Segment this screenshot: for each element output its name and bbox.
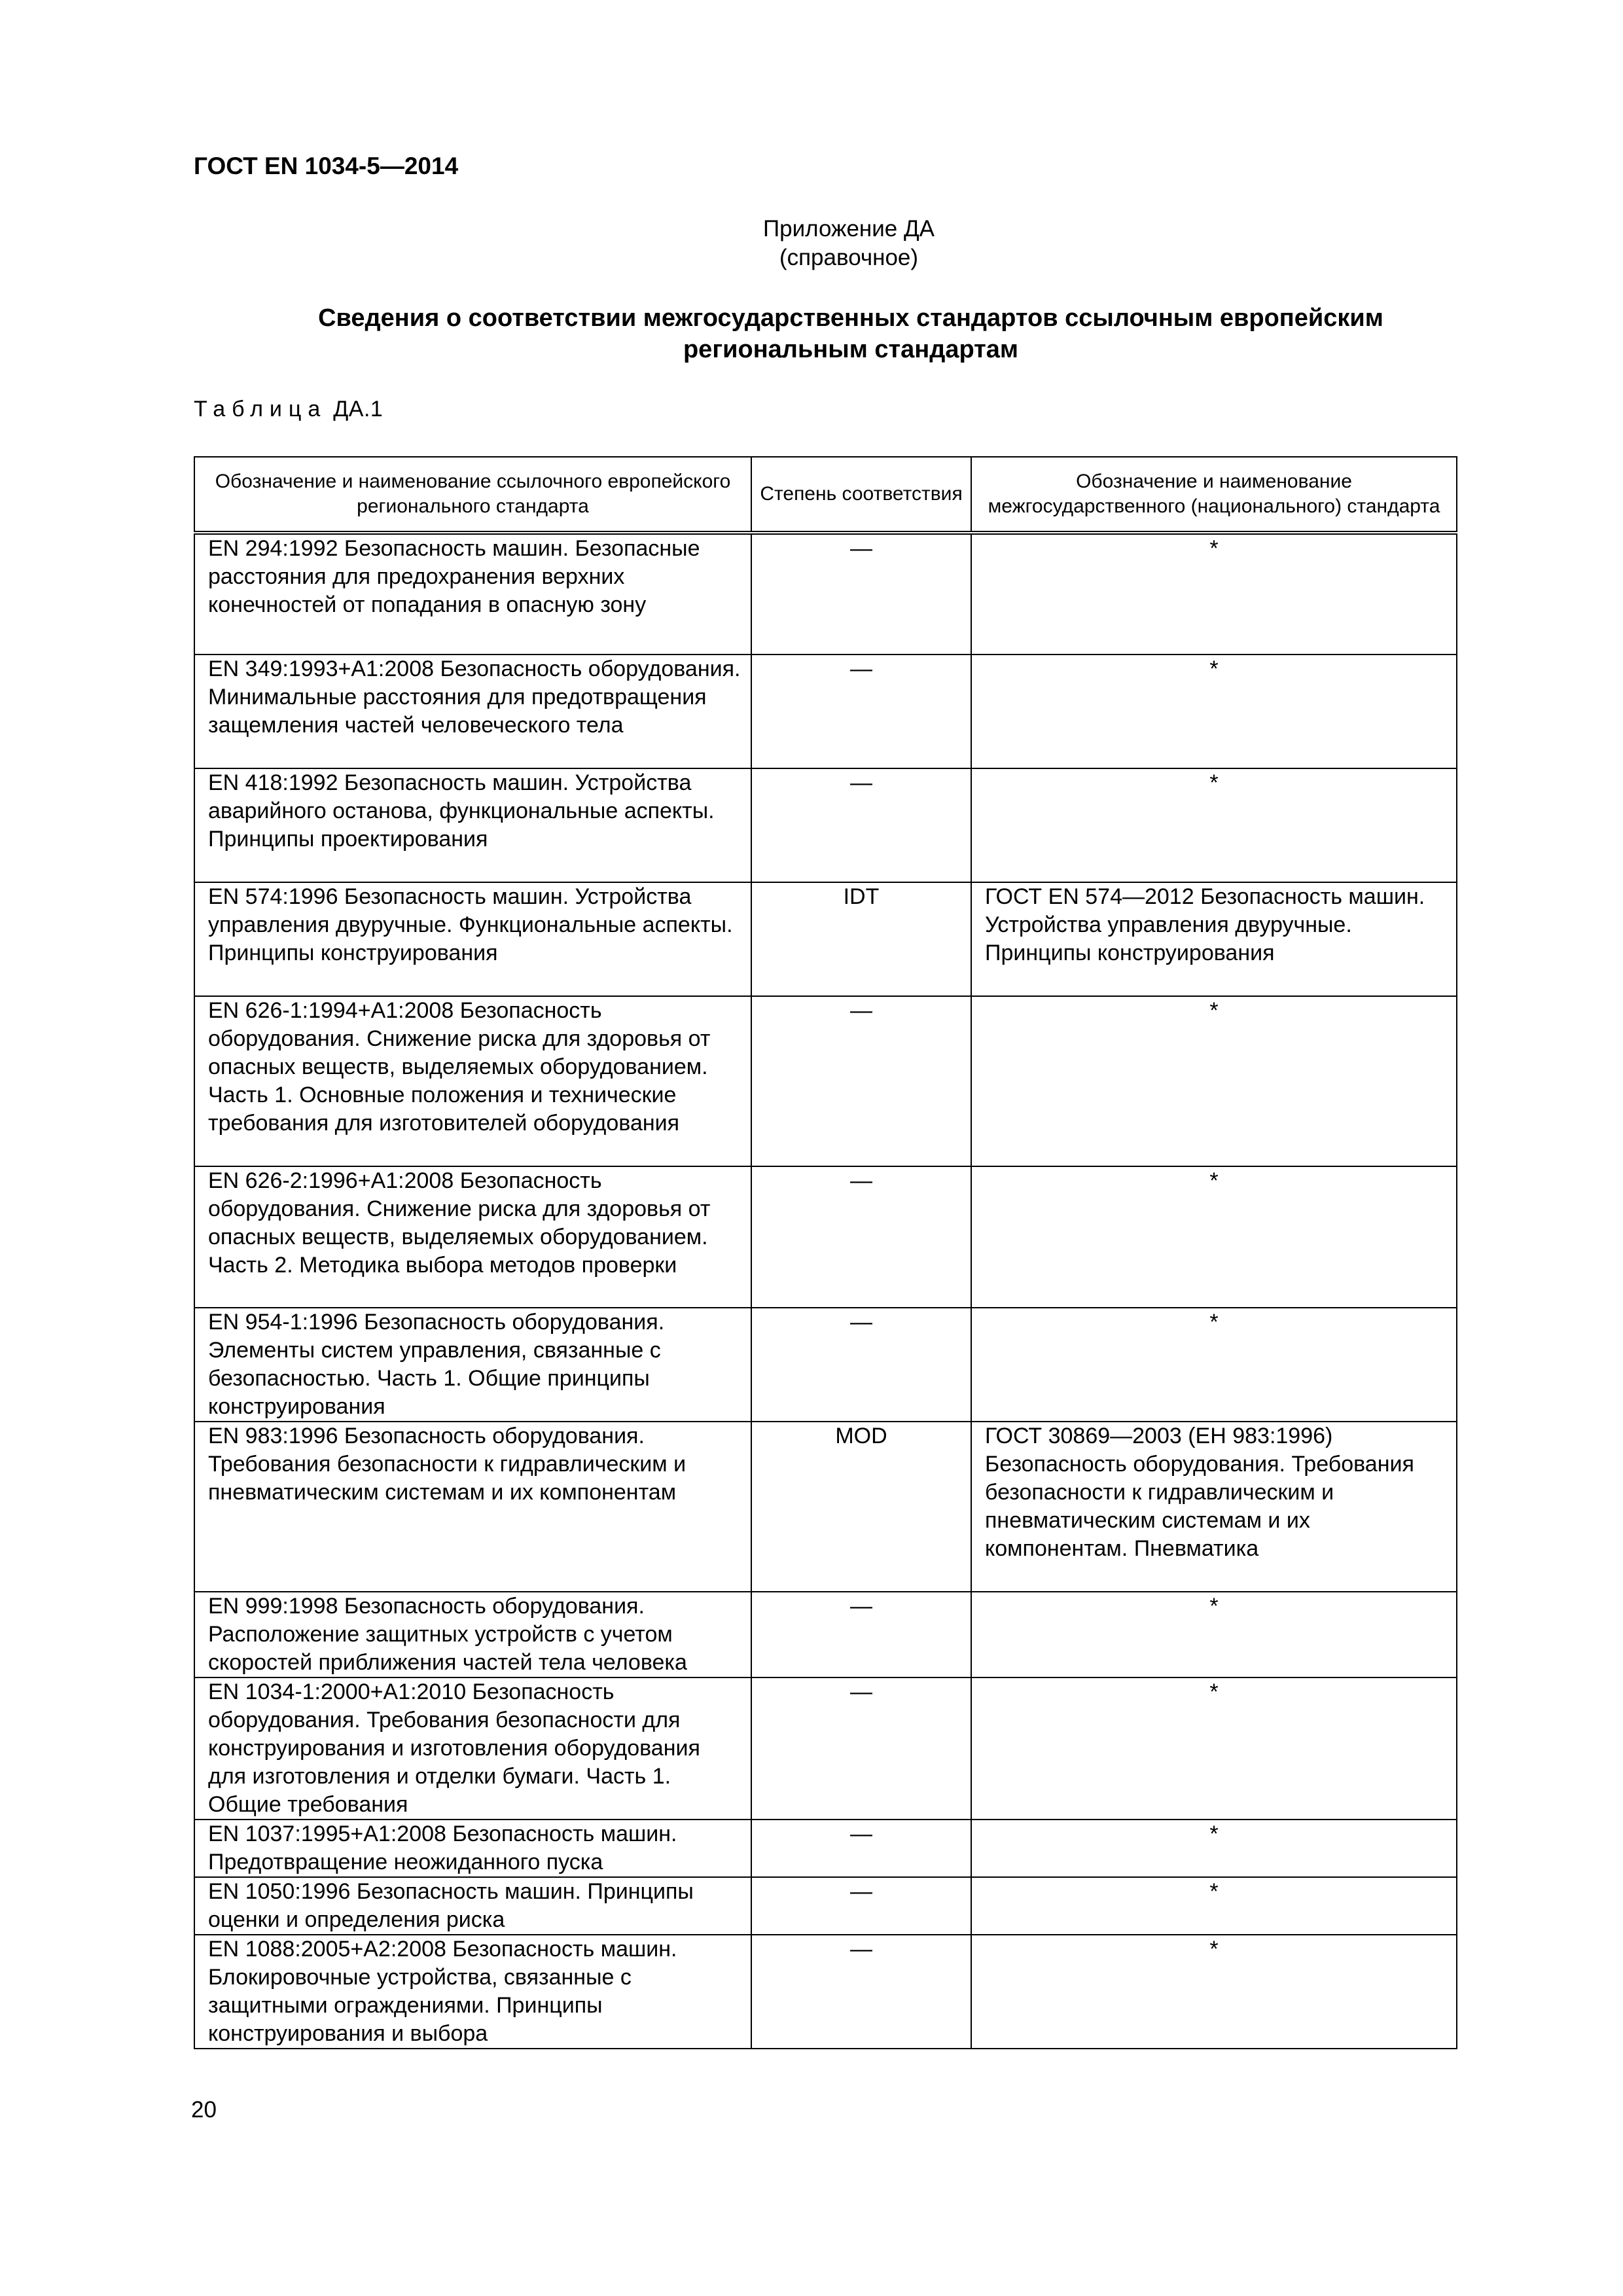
cell-european-standard: EN 983:1996 Безопасность оборудования. Требования безопасности к гидравлическим и пневматическим системам и их компонентам [194, 1422, 751, 1592]
table-row [194, 996, 1457, 1166]
cell-degree: — [751, 1592, 971, 1677]
table-row [194, 1422, 1457, 1592]
cell-national-standard: * [971, 1877, 1457, 1935]
header-national-standard: Обозначение и наименование межгосударственного (национального) стандарта [971, 457, 1457, 533]
document-code: ГОСТ EN 1034-5—2014 [194, 152, 459, 179]
cell-degree: — [751, 996, 971, 1166]
header-degree-of-correspondence: Степень соответствия [751, 457, 971, 533]
cell-national-standard: * [971, 1166, 1457, 1308]
appendix-title: Приложение ДА [762, 216, 935, 242]
table-row [194, 1166, 1457, 1308]
table-row [194, 1677, 1457, 1820]
table-row [194, 1877, 1457, 1935]
cell-degree: — [751, 1820, 971, 1877]
cell-national-standard: * [971, 1308, 1457, 1422]
cell-degree: — [751, 533, 971, 655]
cell-european-standard: EN 294:1992 Безопасность машин. Безопасные расстояния для предохранения верхних конечностей от попадания в опасную зону [194, 533, 751, 655]
cell-national-standard: * [971, 996, 1457, 1166]
cell-national-standard: ГОСТ EN 574—2012 Безопасность машин. Устройства управления двуручные. Принципы конструирования [971, 882, 1457, 996]
page-number: 20 [191, 2097, 217, 2123]
cell-european-standard: EN 1037:1995+A1:2008 Безопасность машин. Предотвращение неожиданного пуска [194, 1820, 751, 1877]
cell-european-standard: EN 1034-1:2000+A1:2010 Безопасность оборудования. Требования безопасности для конструирования и изготовления оборудования для изготовления и отделки бумаги. Часть 1. Общие требования [194, 1677, 751, 1820]
table-row [194, 1308, 1457, 1422]
table-header-row [194, 457, 1457, 533]
cell-national-standard: * [971, 768, 1457, 882]
standards-table [194, 456, 1457, 2049]
table-row [194, 533, 1457, 655]
table-caption-prefix: Таблица [194, 397, 327, 422]
cell-national-standard: * [971, 1592, 1457, 1677]
cell-degree: — [751, 768, 971, 882]
table-row [194, 768, 1457, 882]
section-heading [196, 302, 1505, 365]
cell-degree: — [751, 1877, 971, 1935]
table-row [194, 1592, 1457, 1677]
cell-degree: — [751, 1308, 971, 1422]
section-heading-line-1: Сведения о соответствии межгосударственных стандартов ссылочным европейским [318, 304, 1383, 332]
cell-european-standard: EN 954-1:1996 Безопасность оборудования. Элементы систем управления, связанные с безопасностью. Часть 1. Общие принципы конструирования [194, 1308, 751, 1422]
cell-national-standard: ГОСТ 30869—2003 (ЕН 983:1996) Безопасность оборудования. Требования безопасности к гидравлическим и пневматическим системам и их компонентам. Пневматика [971, 1422, 1457, 1592]
cell-degree: — [751, 655, 971, 768]
cell-european-standard: EN 999:1998 Безопасность оборудования. Расположение защитных устройств с учетом скоростей приближения частей тела человека [194, 1592, 751, 1677]
cell-european-standard: EN 626-2:1996+A1:2008 Безопасность оборудования. Снижение риска для здоровья от опасных веществ, выделяемых оборудованием. Часть 2. Методика выбора методов проверки [194, 1166, 751, 1308]
header-european-standard: Обозначение и наименование ссылочного европейского регионального стандарта [194, 457, 751, 533]
cell-european-standard: EN 626-1:1994+A1:2008 Безопасность оборудования. Снижение риска для здоровья от опасных веществ, выделяемых оборудованием. Часть 1. Основные положения и технические требования для изготовителей оборудования [194, 996, 751, 1166]
cell-national-standard: * [971, 1820, 1457, 1877]
cell-european-standard: EN 1088:2005+A2:2008 Безопасность машин. Блокировочные устройства, связанные с защитными ограждениями. Принципы конструирования и выбора [194, 1935, 751, 2049]
cell-european-standard: EN 349:1993+A1:2008 Безопасность оборудования. Минимальные расстояния для предотвращения защемления частей человеческого тела [194, 655, 751, 768]
table-row [194, 882, 1457, 996]
cell-european-standard: EN 418:1992 Безопасность машин. Устройства аварийного останова, функциональные аспекты. Принципы проектирования [194, 768, 751, 882]
table-row [194, 655, 1457, 768]
table-row [194, 1935, 1457, 2049]
cell-european-standard: EN 574:1996 Безопасность машин. Устройства управления двуручные. Функциональные аспекты. Принципы конструирования [194, 882, 751, 996]
cell-national-standard: * [971, 1677, 1457, 1820]
cell-national-standard: * [971, 655, 1457, 768]
cell-national-standard: * [971, 1935, 1457, 2049]
cell-degree: IDT [751, 882, 971, 996]
cell-national-standard: * [971, 533, 1457, 655]
cell-degree: MOD [751, 1422, 971, 1592]
cell-european-standard: EN 1050:1996 Безопасность машин. Принципы оценки и определения риска [194, 1877, 751, 1935]
cell-degree: — [751, 1677, 971, 1820]
table-caption-number: ДА.1 [333, 397, 383, 422]
appendix-type: (справочное) [779, 245, 919, 270]
section-heading-line-2: региональным стандартам [683, 336, 1019, 363]
cell-degree: — [751, 1935, 971, 2049]
table-row [194, 1820, 1457, 1877]
cell-degree: — [751, 1166, 971, 1308]
table-caption [194, 397, 383, 422]
